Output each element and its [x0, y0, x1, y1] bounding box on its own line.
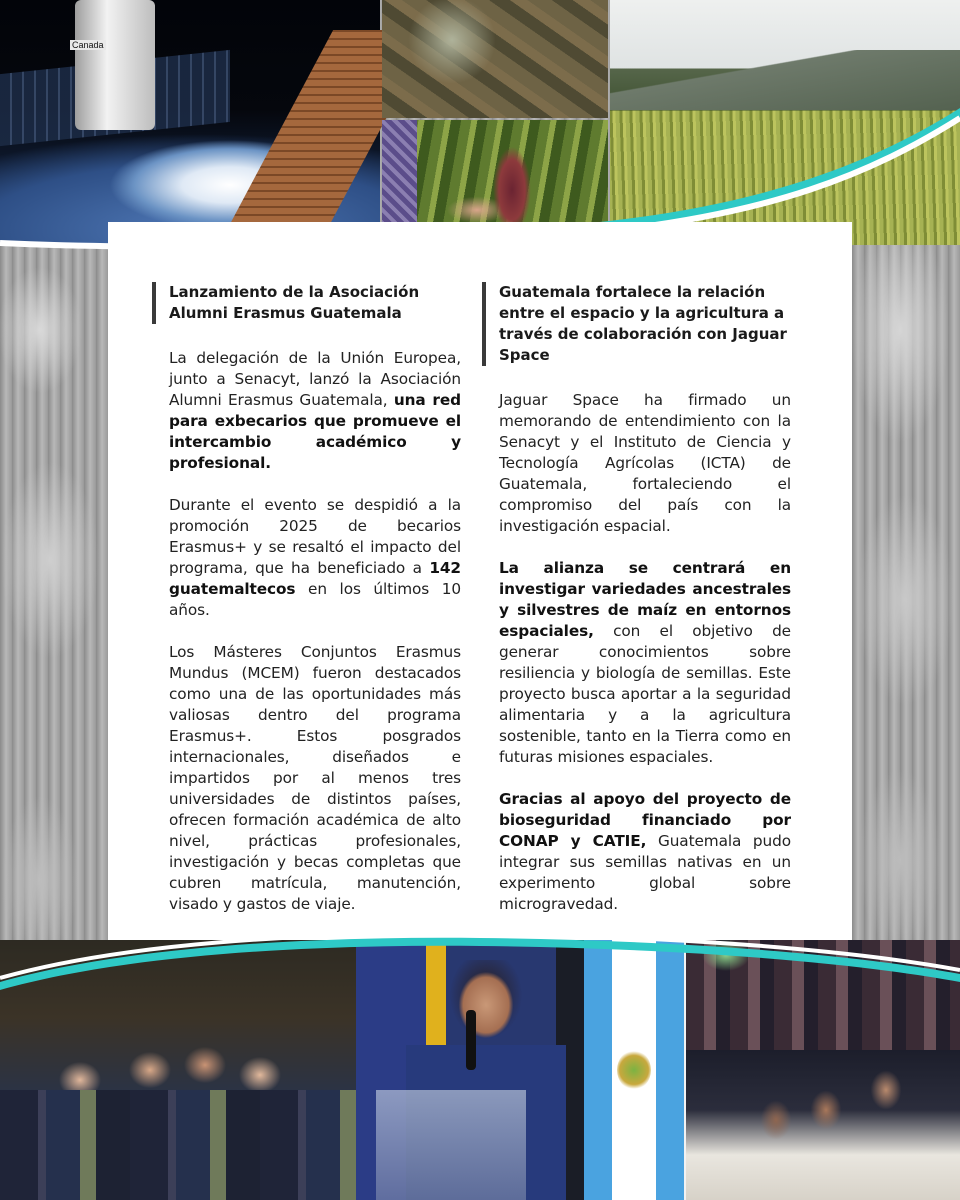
content-card: [108, 222, 852, 982]
microphone: [466, 1010, 476, 1070]
left-p2-bold: 142 guatemaltecos: [169, 559, 461, 598]
left-article: [169, 282, 461, 936]
right-p2-bold: La alianza se centrará en investigar variedades ancestrales y silvestres de maíz en entornos espaciales,: [499, 559, 791, 640]
left-paragraph-2: [169, 495, 461, 621]
canada-label: Canada: [72, 40, 104, 50]
group-people: [0, 1090, 356, 1200]
right-p3-bold: Gracias al apoyo del proyecto de bioseguridad financiado por CONAP y CATIE,: [499, 790, 791, 850]
left-paragraph-3: Los Másteres Conjuntos Erasmus Mundus (MCEM) fueron destacados como una de las oportunidades más valiosas dentro del programa Erasmus+. Estos posgrados internacionales, diseñados e impartidos por al menos tres universidades de distintos países, ofrecen formación académica de alto nivel, prácticas profesionales, investigación y becas completas que cubren matrícula, manutención, visado y gastos de viaje.: [169, 643, 461, 913]
podium: [376, 1090, 526, 1200]
flag-emblem-icon: [617, 1050, 651, 1090]
left-p2-text-b: en los últimos 10 años.: [169, 580, 462, 619]
right-p3-text: Guatemala pudo integrar sus semillas nativas en un experimento global sobre microgravedad.: [499, 832, 791, 913]
right-paragraph-1: Jaguar Space ha firmado un memorando de entendimiento con la Senacyt y el Instituto de Ciencia y Tecnología Agrícolas (ICTA) de Guatemala, fortaleciendo el compromiso del país con la investigación espacial.: [499, 391, 791, 535]
right-paragraph-2: [499, 558, 791, 768]
left-p1-bold: una red para exbecarios que promueve el intercambio académico y profesional.: [169, 391, 461, 472]
right-article: [499, 282, 791, 936]
left-p1-text: La delegación de la Unión Europea, junto a Senacyt, lanzó la Asociación Alumni Erasmus Guatemala,: [169, 349, 461, 409]
right-p2-text: con el objetivo de generar conocimientos sobre resiliencia y biología de semillas. Este proyecto busca aportar a la seguridad alimentaria y a la agricultura sostenible, tanto en la Tierra como en futuras misiones espaciales.: [499, 622, 791, 766]
left-paragraph-1: [169, 348, 461, 474]
right-paragraph-3: [499, 789, 791, 915]
right-article-heading: Guatemala fortalece la relación entre el espacio y la agricultura a través de colaboración con Jaguar Space: [482, 282, 791, 366]
left-article-heading: Lanzamiento de la Asociación Alumni Erasmus Guatemala: [152, 282, 461, 324]
top-wave-divider: [0, 0, 960, 260]
bottom-wave-divider: [0, 930, 960, 990]
audience-photo: [686, 1050, 960, 1200]
left-p2-text-a: Durante el evento se despidió a la promoción 2025 de becarios Erasmus+ y se resaltó el impacto del programa, que ha beneficiado a: [169, 496, 461, 577]
